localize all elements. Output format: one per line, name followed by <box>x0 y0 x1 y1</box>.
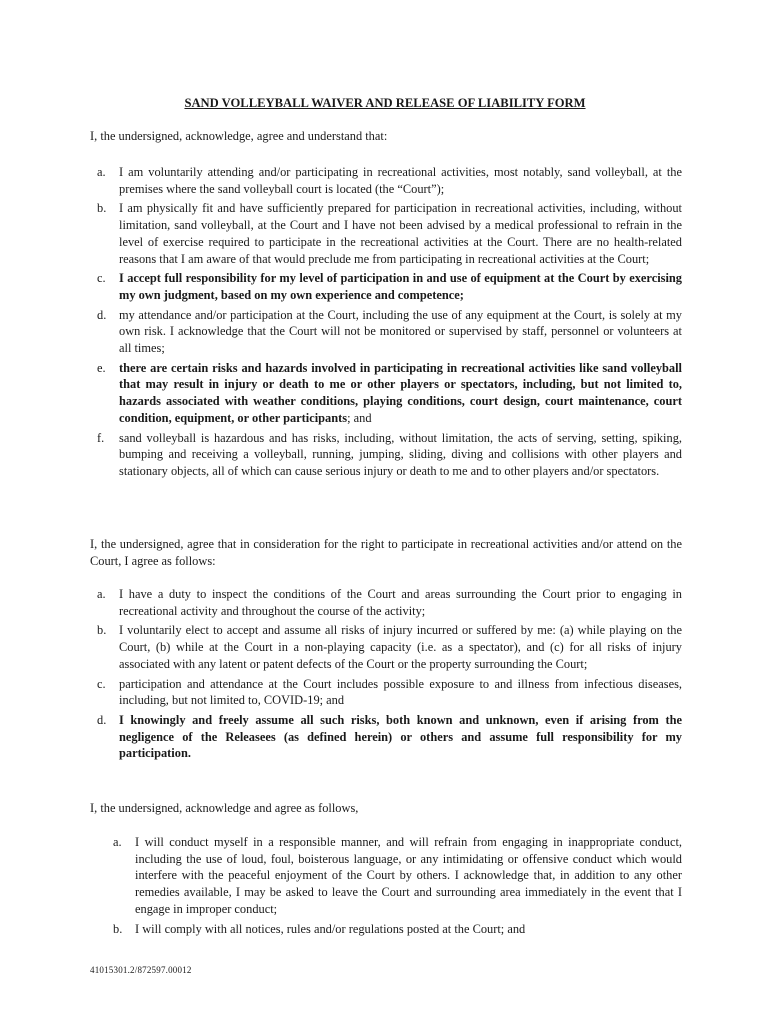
item-marker: c. <box>97 271 106 286</box>
list-item <box>106 834 682 918</box>
list-item <box>90 586 682 619</box>
item-marker: f. <box>97 430 105 445</box>
item-text: I voluntarily elect to accept and assume all risks of injury incurred or suffered by me: (a) while playing on the Court, (b) while at the Court in a non-playing capacity (i.e. as a spectator), and (c) for all risks of injury associated with any latent or patent defects of the Court or the property surrounding the Court; <box>119 623 682 671</box>
item-text: I will conduct myself in a responsible manner, and will refrain from engaging in inappropriate conduct, including the use of loud, foul, boisterous language, or any intimidating or offensive conduct which would interfere with the peaceful enjoyment of the Court by others. I acknowledge that, in addition to any other remedies available, I may be asked to leave the Court and surrounding area immediately in the event that I engage in improper conduct; <box>135 835 682 916</box>
item-marker: a. <box>97 587 106 601</box>
list-item <box>90 307 682 357</box>
item-text: I have a duty to inspect the conditions of the Court and areas surrounding the Court prior to engaging in recreational activity and throughout the course of the activity; <box>119 587 682 618</box>
item-marker: b. <box>113 921 123 936</box>
item-marker: c. <box>97 676 106 691</box>
item-marker: e. <box>97 360 106 375</box>
list-item <box>90 164 682 197</box>
list-item <box>90 622 682 672</box>
item-marker: d. <box>97 712 107 727</box>
item-text <box>119 360 682 427</box>
item-marker: d. <box>97 307 107 322</box>
item-text: I will comply with all notices, rules and/or regulations posted at the Court; and <box>135 921 526 936</box>
item-text-tail: ; and <box>347 410 372 425</box>
list-item <box>90 676 682 709</box>
section2-list <box>90 586 682 765</box>
document-footer-id: 41015301.2/872597.00012 <box>90 965 192 975</box>
list-item <box>90 200 682 267</box>
item-marker: b. <box>97 623 107 638</box>
list-item <box>90 430 682 480</box>
item-text: my attendance and/or participation at the Court, including the use of any equipment at the Court, is solely at my own risk. I acknowledge that the Court will not be monitored or supervised by staff, personnel or volunteers at all times; <box>119 307 682 356</box>
list-item <box>90 270 682 303</box>
item-text: I am voluntarily attending and/or participating in recreational activities, most notably, sand volleyball, at the premises where the sand volleyball court is located (the “Court”); <box>119 165 682 196</box>
item-text-bold: there are certain risks and hazards involved in participating in recreational activities like sand volleyball that may result in injury or death to me or other players or spectators, including, but not limited to, hazards associated with weather conditions, playing conditions, court design, court maintenance, court condition, equipment, or other participants <box>119 360 682 425</box>
item-text-bold: I knowingly and freely assume all such risks, both known and unknown, even if arising from the negligence of the Releasees (as defined herein) or others and assume full responsibility for my participation. <box>119 712 682 761</box>
item-text: I am physically fit and have sufficiently prepared for participation in recreational activities, including, without limitation, sand volleyball, at the Court and I have not been advised by a medical professional to refrain in the level of exercise required to participate in the recreational activities at the Court. There are no health-related reasons that I am aware of that would preclude me from participating in recreational activities at the Court; <box>119 201 682 266</box>
section1-intro: I, the undersigned, acknowledge, agree and understand that: <box>90 129 388 143</box>
item-text-bold: I accept full responsibility for my level of participation in and use of equipment at the Court by exercising my own judgment, based on my own experience and competence; <box>119 271 682 302</box>
section1-list <box>90 164 682 483</box>
item-marker: a. <box>97 165 106 179</box>
section3-intro: I, the undersigned, acknowledge and agree as follows, <box>90 801 359 815</box>
item-marker: b. <box>97 201 107 216</box>
list-item <box>106 921 682 938</box>
item-text: sand volleyball is hazardous and has risks, including, without limitation, the acts of serving, setting, spiking, bumping and receiving a volleyball, running, jumping, sliding, diving and collisions with other players and stationary objects, all of which can cause serious injury or death to me and to other players and/or spectators. <box>119 430 682 478</box>
document-title: SAND VOLLEYBALL WAIVER AND RELEASE OF LIABILITY FORM <box>184 96 586 110</box>
section2-intro: I, the undersigned, agree that in consideration for the right to participate in recreational activities and/or attend on the Court, I agree as follows: <box>90 537 682 568</box>
item-marker: a. <box>113 835 122 849</box>
list-item <box>90 712 682 762</box>
list-item <box>90 360 682 427</box>
item-text: participation and attendance at the Court includes possible exposure to and illness from infectious diseases, including, but not limited to, COVID-19; and <box>119 676 682 708</box>
section3-list <box>106 834 682 940</box>
